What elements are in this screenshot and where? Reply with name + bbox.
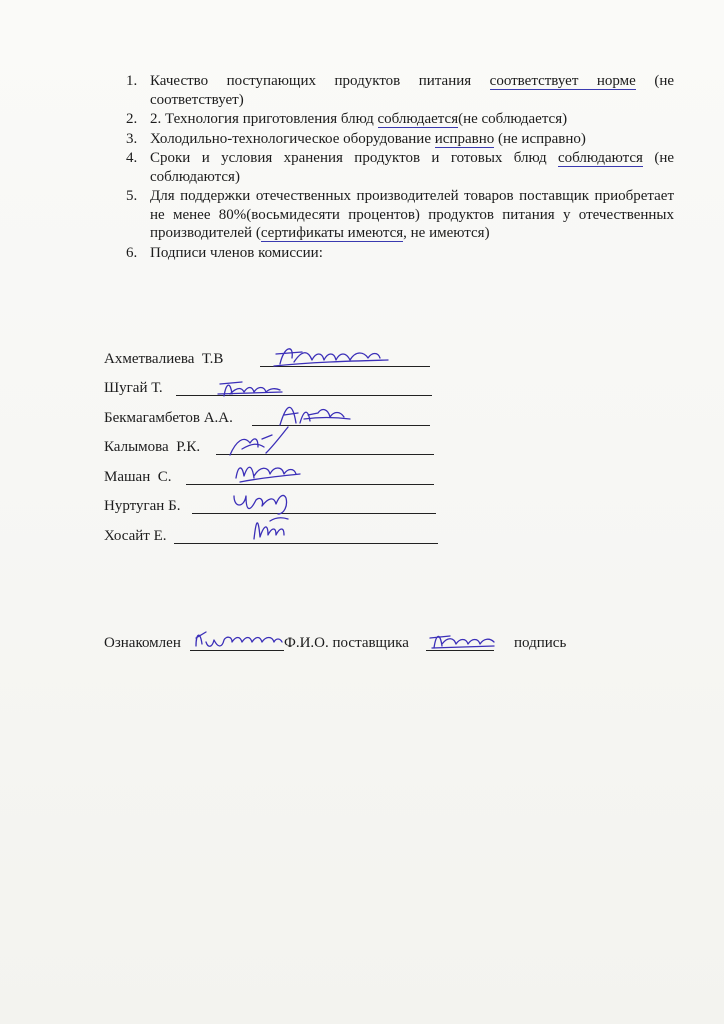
checklist-item-3 <box>118 130 674 149</box>
item-text: Подписи членов комиссии: <box>150 244 323 261</box>
checklist-item-4 <box>118 149 674 186</box>
checklist-item-6 <box>118 244 674 263</box>
item-selected-option: соблюдаются <box>558 150 643 166</box>
item-text: Сроки и условия хранения продуктов и готовых блюд <box>150 150 558 166</box>
item-alt-option: , не имеются) <box>403 225 490 241</box>
member-name: Хосайт Е. <box>104 527 167 544</box>
handwritten-signature <box>230 456 310 488</box>
inspection-checklist <box>118 72 674 263</box>
signature-row <box>104 523 444 553</box>
item-number: 1. <box>126 73 138 89</box>
handwritten-signature <box>272 340 392 372</box>
checklist-item-2 <box>118 110 674 129</box>
item-number: 3. <box>126 130 138 147</box>
commission-signatures <box>104 346 444 553</box>
signature-line <box>174 543 438 544</box>
item-selected-option: сертификаты имеются <box>260 225 404 241</box>
item-number: 4. <box>126 150 138 166</box>
item-selected-option: исправно <box>434 130 495 147</box>
item-selected-option: соблюдается <box>377 111 459 127</box>
item-alt-option: (не соблюдаются) <box>150 150 675 185</box>
item-text: Холодильно-технологическое оборудование <box>150 130 435 147</box>
item-text: 2. Технология приготовления блюд <box>150 111 378 127</box>
member-name: Нуртуган Б. <box>104 498 181 514</box>
member-name: Машан С. <box>104 468 172 485</box>
item-alt-option: (не исправно) <box>494 130 586 147</box>
handwritten-supplier-signature <box>428 626 498 654</box>
handwritten-signature <box>248 509 298 545</box>
item-text: Для поддержки отечественных производителей товаров поставщик приобретает не менее 80%(восьмидесяти процентов) продуктов питания у отечественных производителей ( <box>150 188 674 241</box>
checklist-item-5 <box>118 187 674 243</box>
supplier-fio-label: Ф.И.О. поставщика <box>284 635 409 651</box>
signature-label: подпись <box>514 635 567 651</box>
item-number: 6. <box>126 244 138 261</box>
member-name: Шугай Т. <box>104 380 163 396</box>
checklist-item-1 <box>118 72 674 109</box>
item-alt-option: (не соблюдается) <box>458 111 568 127</box>
item-number: 2. <box>126 111 138 127</box>
item-text: Качество поступающих продуктов питания <box>150 73 490 89</box>
signature-row <box>104 346 444 376</box>
signature-line <box>186 484 434 485</box>
item-alt-option: (не соответствует) <box>150 73 675 108</box>
acknowledged-label: Ознакомлен <box>104 635 181 651</box>
supplier-acknowledgement <box>104 628 604 658</box>
item-number: 5. <box>126 188 138 204</box>
item-selected-option: соответствует норме <box>489 73 636 89</box>
member-name: Калымова Р.К. <box>104 439 201 455</box>
handwritten-supplier-name <box>192 624 286 654</box>
member-name: Ахметвалиева Т.В <box>104 350 224 367</box>
handwritten-signature <box>222 421 302 461</box>
member-name: Бекмагамбетов А.А. <box>104 409 233 426</box>
